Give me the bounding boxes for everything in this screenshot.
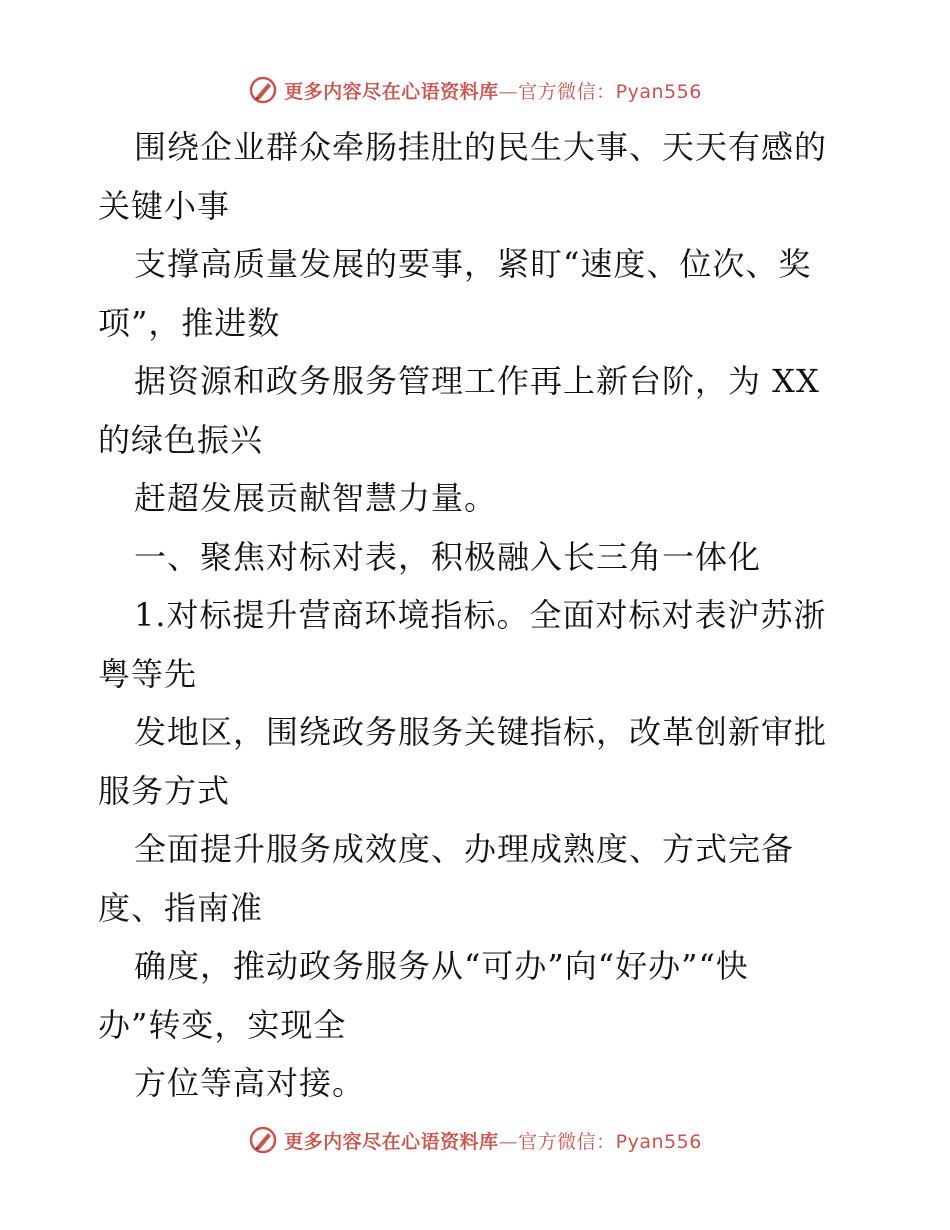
watermark-brand: 更多内容尽在心语资料库	[284, 80, 499, 103]
text-line: 服务方式	[98, 771, 231, 810]
text-line: 全面提升服务成效度、办理成熟度、方式完备	[134, 830, 795, 868]
text-line: 关键小事	[98, 186, 231, 225]
text-line: 办”转变，实现全	[98, 1005, 347, 1044]
text-line: 围绕企业群众牵肠挂肚的民生大事、天天有感的	[134, 128, 828, 166]
text-line: 支撑高质量发展的要事，紧盯“速度、位次、奖	[134, 245, 812, 283]
watermark-dash: —	[498, 80, 519, 103]
watermark-contact: 官方微信：Pyan556	[518, 80, 702, 103]
text-line: 粤等先	[98, 654, 198, 693]
text-line: 确度，推动政务服务从“可办”向“好办”“快	[134, 947, 749, 985]
watermark-brand: 更多内容尽在心语资料库	[284, 1130, 499, 1153]
header-watermark	[0, 70, 950, 110]
text-line: 发地区，围绕政务服务关键指标，改革创新审批	[134, 713, 828, 751]
text-line: 的绿色振兴	[98, 420, 264, 459]
text-line: 方位等高对接。	[134, 1064, 366, 1102]
text-line: 一、聚焦对标对表，积极融入长三角一体化	[134, 537, 762, 576]
footer-watermark	[0, 1120, 950, 1160]
text-line: 据资源和政务服务管理工作再上新台阶，为 XX	[134, 362, 820, 400]
document-body	[98, 118, 858, 1113]
text-line: 1.对标提升营商环境指标。全面对标对表沪苏浙	[134, 596, 827, 634]
text-line: 项”，推进数	[98, 303, 281, 342]
text-line: 度、指南准	[98, 888, 264, 927]
pen-logo-icon	[248, 75, 278, 105]
text-line: 赶超发展贡献智慧力量。	[134, 479, 498, 517]
watermark-contact: 官方微信：Pyan556	[518, 1130, 702, 1153]
watermark-dash: —	[498, 1130, 519, 1153]
pen-logo-icon	[248, 1125, 278, 1155]
